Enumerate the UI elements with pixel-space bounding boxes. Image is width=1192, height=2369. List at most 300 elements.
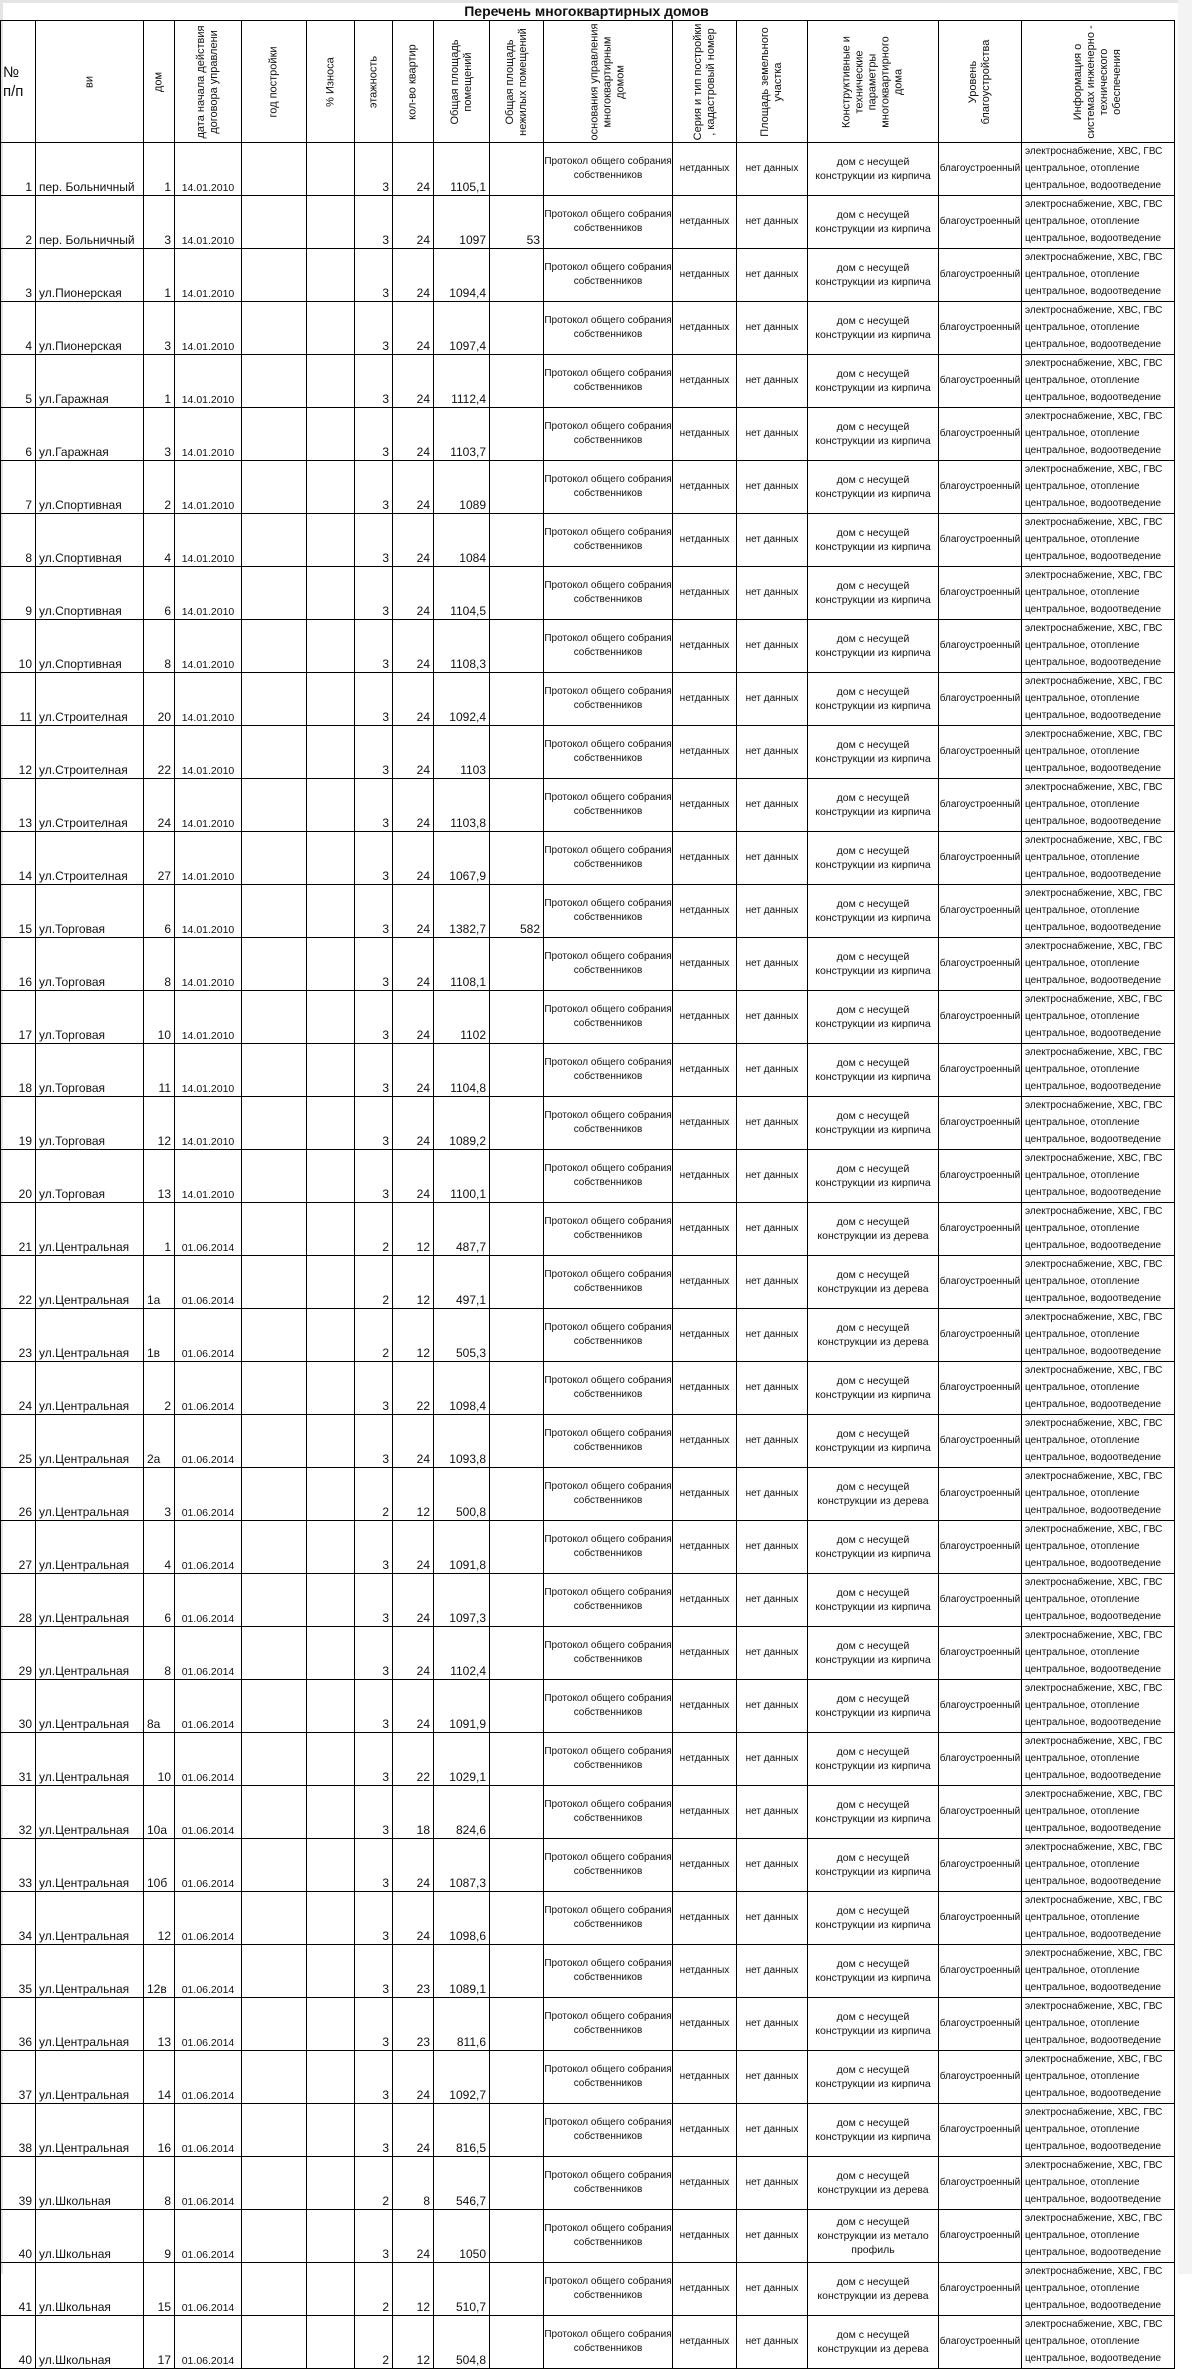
- cell-contract-date: 14.01.2010: [175, 196, 242, 249]
- cell-year-built: [242, 1203, 307, 1256]
- cell-apartments: 24: [393, 2051, 434, 2104]
- cell-contract-date: 14.01.2010: [175, 355, 242, 408]
- cell-series: нетданных: [673, 1150, 737, 1203]
- cell-house: 17: [144, 2316, 175, 2369]
- table-row: [1, 1627, 1175, 1680]
- cell-house: 1: [144, 355, 175, 408]
- table-row: [1, 832, 1175, 885]
- cell-apartments: 24: [393, 143, 434, 196]
- cell-wear: [307, 461, 355, 514]
- cell-year-built: [242, 2263, 307, 2316]
- engineering-line: центральное, отопление: [1025, 216, 1140, 227]
- cell-street: ул.Спортивная: [36, 620, 144, 673]
- col-header-contract-date: дата начала действия договора управлени: [175, 21, 242, 143]
- engineering-line: центральное, водоотведение: [1025, 2194, 1162, 2205]
- cell-apartments: 23: [393, 1945, 434, 1998]
- cell-amenity: благоустроенный: [939, 1680, 1022, 1733]
- cell-series: нетданных: [673, 514, 737, 567]
- cell-engineering: [1022, 1680, 1175, 1733]
- cell-total-area: 1094,4: [434, 249, 490, 302]
- cell-apartments: 24: [393, 196, 434, 249]
- table-row: [1, 1998, 1175, 2051]
- engineering-line: центральное, отопление: [1025, 1170, 1140, 1181]
- engineering-line: электроснабжение, ХВС, ГВС: [1025, 1471, 1163, 1482]
- cell-floors: 3: [355, 1680, 393, 1733]
- cell-basis: Протокол общего собрания собственников: [544, 1097, 673, 1150]
- engineering-line: центральное, отопление: [1025, 2230, 1140, 2241]
- cell-wear: [307, 726, 355, 779]
- cell-street: ул.Центральная: [36, 1521, 144, 1574]
- cell-total-area: 1103: [434, 726, 490, 779]
- cell-floors: 3: [355, 1574, 393, 1627]
- cell-num: 28: [1, 1574, 36, 1627]
- cell-year-built: [242, 1680, 307, 1733]
- cell-amenity: благоустроенный: [939, 514, 1022, 567]
- engineering-line: центральное, водоотведение: [1025, 816, 1162, 827]
- col-header-year-built: год постройки: [242, 21, 307, 143]
- cell-wear: [307, 1998, 355, 2051]
- cell-street: ул.Центральная: [36, 1468, 144, 1521]
- cell-engineering: [1022, 620, 1175, 673]
- cell-nonres-area: [490, 620, 544, 673]
- cell-contract-date: 01.06.2014: [175, 1362, 242, 1415]
- engineering-line: центральное, водоотведение: [1025, 1770, 1162, 1781]
- cell-engineering: [1022, 408, 1175, 461]
- cell-contract-date: 01.06.2014: [175, 1892, 242, 1945]
- cell-total-area: 1382,7: [434, 885, 490, 938]
- cell-land-area: нет данных: [737, 673, 808, 726]
- engineering-line: электроснабжение, ХВС, ГВС: [1025, 517, 1163, 528]
- cell-amenity: благоустроенный: [939, 302, 1022, 355]
- cell-series: нетданных: [673, 991, 737, 1044]
- cell-amenity: благоустроенный: [939, 2157, 1022, 2210]
- cell-series: нетданных: [673, 1044, 737, 1097]
- engineering-line: электроснабжение, ХВС, ГВС: [1025, 1577, 1163, 1588]
- engineering-line: центральное, водоотведение: [1025, 2247, 1162, 2258]
- cell-contract-date: 01.06.2014: [175, 1309, 242, 1362]
- cell-apartments: 24: [393, 779, 434, 832]
- cell-construction: дом с несущей конструкции из кирпича: [808, 620, 939, 673]
- engineering-line: центральное, водоотведение: [1025, 392, 1162, 403]
- cell-street: ул.Торговая: [36, 885, 144, 938]
- cell-num: 36: [1, 1998, 36, 2051]
- cell-street: ул.Гаражная: [36, 355, 144, 408]
- cell-basis: Протокол общего собрания собственников: [544, 2157, 673, 2210]
- cell-nonres-area: [490, 249, 544, 302]
- cell-apartments: 12: [393, 1309, 434, 1362]
- cell-floors: 3: [355, 1733, 393, 1786]
- engineering-line: электроснабжение, ХВС, ГВС: [1025, 1948, 1163, 1959]
- cell-apartments: 22: [393, 1733, 434, 1786]
- cell-contract-date: 01.06.2014: [175, 1733, 242, 1786]
- cell-wear: [307, 249, 355, 302]
- cell-apartments: 24: [393, 1521, 434, 1574]
- engineering-line: центральное, отопление: [1025, 1912, 1140, 1923]
- cell-house: 2а: [144, 1415, 175, 1468]
- cell-contract-date: 14.01.2010: [175, 143, 242, 196]
- cell-land-area: нет данных: [737, 885, 808, 938]
- cell-land-area: нет данных: [737, 1415, 808, 1468]
- cell-street: ул.Центральная: [36, 1733, 144, 1786]
- cell-wear: [307, 2316, 355, 2369]
- cell-house: 8: [144, 1627, 175, 1680]
- cell-year-built: [242, 1521, 307, 1574]
- engineering-line: электроснабжение, ХВС, ГВС: [1025, 1153, 1163, 1164]
- cell-amenity: благоустроенный: [939, 1574, 1022, 1627]
- cell-contract-date: 14.01.2010: [175, 408, 242, 461]
- cell-wear: [307, 1945, 355, 1998]
- cell-num: 15: [1, 885, 36, 938]
- cell-land-area: нет данных: [737, 2157, 808, 2210]
- cell-street: ул.Школьная: [36, 2316, 144, 2369]
- engineering-line: центральное, водоотведение: [1025, 445, 1162, 456]
- cell-house: 12: [144, 1097, 175, 1150]
- cell-wear: [307, 1521, 355, 1574]
- cell-series: нетданных: [673, 1203, 737, 1256]
- cell-house: 8: [144, 620, 175, 673]
- cell-amenity: благоустроенный: [939, 1468, 1022, 1521]
- cell-wear: [307, 567, 355, 620]
- cell-street: ул.Строителная: [36, 673, 144, 726]
- table-row: [1, 885, 1175, 938]
- cell-apartments: 24: [393, 514, 434, 567]
- cell-land-area: нет данных: [737, 2263, 808, 2316]
- cell-wear: [307, 1150, 355, 1203]
- cell-series: нетданных: [673, 1627, 737, 1680]
- cell-construction: дом с несущей конструкции из кирпича: [808, 143, 939, 196]
- cell-wear: [307, 1097, 355, 1150]
- cell-year-built: [242, 726, 307, 779]
- cell-engineering: [1022, 2263, 1175, 2316]
- engineering-line: центральное, отопление: [1025, 481, 1140, 492]
- engineering-line: центральное, водоотведение: [1025, 1929, 1162, 1940]
- cell-contract-date: 01.06.2014: [175, 1786, 242, 1839]
- cell-construction: дом с несущей конструкции из кирпича: [808, 938, 939, 991]
- cell-house: 10а: [144, 1786, 175, 1839]
- cell-floors: 2: [355, 1309, 393, 1362]
- cell-contract-date: 01.06.2014: [175, 1945, 242, 1998]
- cell-series: нетданных: [673, 1680, 737, 1733]
- cell-nonres-area: [490, 779, 544, 832]
- cell-engineering: [1022, 1574, 1175, 1627]
- cell-year-built: [242, 1044, 307, 1097]
- engineering-line: центральное, отопление: [1025, 1859, 1140, 1870]
- cell-construction: дом с несущей конструкции из метало профиль: [808, 2210, 939, 2263]
- cell-engineering: [1022, 1945, 1175, 1998]
- cell-contract-date: 14.01.2010: [175, 832, 242, 885]
- cell-total-area: 1108,1: [434, 938, 490, 991]
- cell-num: 17: [1, 991, 36, 1044]
- cell-year-built: [242, 1733, 307, 1786]
- engineering-line: центральное, водоотведение: [1025, 1187, 1162, 1198]
- cell-wear: [307, 1309, 355, 1362]
- cell-wear: [307, 1415, 355, 1468]
- cell-contract-date: 14.01.2010: [175, 938, 242, 991]
- table-row: [1, 726, 1175, 779]
- cell-amenity: благоустроенный: [939, 1097, 1022, 1150]
- cell-floors: 3: [355, 2104, 393, 2157]
- cell-basis: Протокол общего собрания собственников: [544, 461, 673, 514]
- cell-series: нетданных: [673, 1521, 737, 1574]
- cell-engineering: [1022, 1892, 1175, 1945]
- cell-engineering: [1022, 567, 1175, 620]
- engineering-line: электроснабжение, ХВС, ГВС: [1025, 941, 1163, 952]
- cell-land-area: нет данных: [737, 1203, 808, 1256]
- cell-land-area: нет данных: [737, 991, 808, 1044]
- cell-construction: дом с несущей конструкции из кирпича: [808, 1150, 939, 1203]
- engineering-line: центральное, водоотведение: [1025, 1505, 1162, 1516]
- cell-engineering: [1022, 514, 1175, 567]
- engineering-line: электроснабжение, ХВС, ГВС: [1025, 2213, 1163, 2224]
- cell-apartments: 24: [393, 1044, 434, 1097]
- cell-num: 21: [1, 1203, 36, 1256]
- cell-amenity: благоустроенный: [939, 938, 1022, 991]
- cell-land-area: нет данных: [737, 1680, 808, 1733]
- engineering-line: центральное, водоотведение: [1025, 1346, 1162, 1357]
- cell-total-area: 1105,1: [434, 143, 490, 196]
- cell-land-area: нет данных: [737, 620, 808, 673]
- cell-num: 3: [1, 249, 36, 302]
- engineering-line: центральное, отопление: [1025, 1276, 1140, 1287]
- cell-construction: дом с несущей конструкции из кирпича: [808, 779, 939, 832]
- table-row: [1, 779, 1175, 832]
- cell-num: 30: [1, 1680, 36, 1733]
- cell-num: 32: [1, 1786, 36, 1839]
- cell-contract-date: 14.01.2010: [175, 249, 242, 302]
- table-row: [1, 2263, 1175, 2316]
- cell-house: 24: [144, 779, 175, 832]
- cell-year-built: [242, 196, 307, 249]
- table-row: [1, 1892, 1175, 1945]
- cell-amenity: благоустроенный: [939, 991, 1022, 1044]
- engineering-line: центральное, водоотведение: [1025, 180, 1162, 191]
- cell-total-area: 1098,4: [434, 1362, 490, 1415]
- cell-basis: Протокол общего собрания собственников: [544, 355, 673, 408]
- cell-basis: Протокол общего собрания собственников: [544, 1468, 673, 1521]
- col-header-floors: этажность: [355, 21, 393, 143]
- col-header-house: дом: [144, 21, 175, 143]
- engineering-line: центральное, водоотведение: [1025, 339, 1162, 350]
- cell-basis: Протокол общего собрания собственников: [544, 2051, 673, 2104]
- cell-land-area: нет данных: [737, 2051, 808, 2104]
- cell-engineering: [1022, 885, 1175, 938]
- engineering-line: электроснабжение, ХВС, ГВС: [1025, 1895, 1163, 1906]
- cell-total-area: 500,8: [434, 1468, 490, 1521]
- cell-engineering: [1022, 143, 1175, 196]
- cell-wear: [307, 991, 355, 1044]
- cell-construction: дом с несущей конструкции из кирпича: [808, 885, 939, 938]
- cell-num: 5: [1, 355, 36, 408]
- cell-engineering: [1022, 726, 1175, 779]
- cell-year-built: [242, 1415, 307, 1468]
- cell-nonres-area: [490, 1521, 544, 1574]
- cell-series: нетданных: [673, 938, 737, 991]
- cell-num: 29: [1, 1627, 36, 1680]
- cell-total-area: 1089,1: [434, 1945, 490, 1998]
- cell-wear: [307, 1680, 355, 1733]
- cell-total-area: 510,7: [434, 2263, 490, 2316]
- engineering-line: центральное, отопление: [1025, 1753, 1140, 1764]
- cell-num: 1: [1, 143, 36, 196]
- cell-basis: Протокол общего собрания собственников: [544, 620, 673, 673]
- cell-series: нетданных: [673, 1839, 737, 1892]
- table-row: [1, 2316, 1175, 2369]
- cell-contract-date: 14.01.2010: [175, 991, 242, 1044]
- engineering-line: центральное, водоотведение: [1025, 286, 1162, 297]
- cell-apartments: 12: [393, 1256, 434, 1309]
- cell-nonres-area: [490, 1892, 544, 1945]
- cell-total-area: 1097,4: [434, 302, 490, 355]
- engineering-line: центральное, водоотведение: [1025, 1876, 1162, 1887]
- engineering-line: электроснабжение, ХВС, ГВС: [1025, 1683, 1163, 1694]
- cell-contract-date: 01.06.2014: [175, 2263, 242, 2316]
- engineering-line: центральное, отопление: [1025, 587, 1140, 598]
- cell-nonres-area: [490, 143, 544, 196]
- cell-year-built: [242, 2210, 307, 2263]
- cell-num: 27: [1, 1521, 36, 1574]
- cell-total-area: 816,5: [434, 2104, 490, 2157]
- cell-street: ул.Центральная: [36, 1309, 144, 1362]
- cell-year-built: [242, 302, 307, 355]
- cell-construction: дом с несущей конструкции из дерева: [808, 2157, 939, 2210]
- engineering-line: центральное, водоотведение: [1025, 498, 1162, 509]
- cell-floors: 3: [355, 779, 393, 832]
- engineering-line: центральное, водоотведение: [1025, 1293, 1162, 1304]
- cell-contract-date: 14.01.2010: [175, 620, 242, 673]
- engineering-line: центральное, отопление: [1025, 1541, 1140, 1552]
- cell-engineering: [1022, 196, 1175, 249]
- cell-wear: [307, 1733, 355, 1786]
- cell-contract-date: 14.01.2010: [175, 885, 242, 938]
- cell-year-built: [242, 2157, 307, 2210]
- cell-total-area: 487,7: [434, 1203, 490, 1256]
- cell-year-built: [242, 2104, 307, 2157]
- cell-wear: [307, 620, 355, 673]
- cell-basis: Протокол общего собрания собственников: [544, 1627, 673, 1680]
- cell-nonres-area: [490, 2104, 544, 2157]
- cell-nonres-area: [490, 991, 544, 1044]
- cell-apartments: 23: [393, 1998, 434, 2051]
- cell-house: 2: [144, 1362, 175, 1415]
- cell-land-area: нет данных: [737, 1521, 808, 1574]
- cell-series: нетданных: [673, 461, 737, 514]
- cell-contract-date: 14.01.2010: [175, 673, 242, 726]
- cell-floors: 3: [355, 726, 393, 779]
- cell-nonres-area: [490, 355, 544, 408]
- col-header-construction: Конструктивные и технические параметры многоквартирного дома: [808, 21, 939, 143]
- cell-apartments: 24: [393, 408, 434, 461]
- cell-house: 2: [144, 461, 175, 514]
- cell-nonres-area: [490, 302, 544, 355]
- col-header-nonres-area: Общая площадь нежилых помещений: [490, 21, 544, 143]
- engineering-line: электроснабжение, ХВС, ГВС: [1025, 1047, 1163, 1058]
- engineering-line: центральное, водоотведение: [1025, 2300, 1162, 2311]
- cell-apartments: 24: [393, 1415, 434, 1468]
- cell-land-area: нет данных: [737, 1256, 808, 1309]
- cell-amenity: благоустроенный: [939, 2210, 1022, 2263]
- cell-floors: 3: [355, 302, 393, 355]
- cell-wear: [307, 2104, 355, 2157]
- engineering-line: центральное, отопление: [1025, 2018, 1140, 2029]
- cell-total-area: 1103,7: [434, 408, 490, 461]
- cell-basis: Протокол общего собрания собственников: [544, 938, 673, 991]
- cell-contract-date: 14.01.2010: [175, 726, 242, 779]
- cell-nonres-area: [490, 1044, 544, 1097]
- engineering-line: электроснабжение, ХВС, ГВС: [1025, 411, 1163, 422]
- cell-wear: [307, 1044, 355, 1097]
- cell-house: 9: [144, 2210, 175, 2263]
- table-row: [1, 1786, 1175, 1839]
- cell-num: 2: [1, 196, 36, 249]
- cell-series: нетданных: [673, 2263, 737, 2316]
- cell-year-built: [242, 1574, 307, 1627]
- cell-engineering: [1022, 2051, 1175, 2104]
- cell-land-area: нет данных: [737, 1998, 808, 2051]
- cell-num: 24: [1, 1362, 36, 1415]
- col-header-engineering: Информация о системах инженерно - технического обеспечения: [1022, 21, 1175, 143]
- cell-land-area: нет данных: [737, 1892, 808, 1945]
- engineering-line: электроснабжение, ХВС, ГВС: [1025, 570, 1163, 581]
- cell-amenity: благоустроенный: [939, 143, 1022, 196]
- engineering-line: центральное, водоотведение: [1025, 551, 1162, 562]
- cell-contract-date: 01.06.2014: [175, 1203, 242, 1256]
- table-row: [1, 1468, 1175, 1521]
- cell-num: 41: [1, 2263, 36, 2316]
- engineering-line: центральное, отопление: [1025, 958, 1140, 969]
- table-row: [1, 1097, 1175, 1150]
- engineering-line: центральное, водоотведение: [1025, 1558, 1162, 1569]
- engineering-line: центральное, отопление: [1025, 1223, 1140, 1234]
- cell-house: 13: [144, 1150, 175, 1203]
- cell-series: нетданных: [673, 355, 737, 408]
- engineering-line: центральное, водоотведение: [1025, 604, 1162, 615]
- engineering-line: центральное, отопление: [1025, 746, 1140, 757]
- cell-apartments: 12: [393, 1203, 434, 1256]
- cell-house: 1: [144, 249, 175, 302]
- cell-nonres-area: [490, 2051, 544, 2104]
- cell-year-built: [242, 408, 307, 461]
- cell-apartments: 24: [393, 832, 434, 885]
- cell-house: 14: [144, 2051, 175, 2104]
- engineering-line: центральное, отопление: [1025, 1806, 1140, 1817]
- engineering-line: центральное, водоотведение: [1025, 1081, 1162, 1092]
- cell-contract-date: 01.06.2014: [175, 2316, 242, 2369]
- cell-series: нетданных: [673, 302, 737, 355]
- cell-construction: дом с несущей конструкции из дерева: [808, 1309, 939, 1362]
- cell-nonres-area: [490, 1574, 544, 1627]
- engineering-line: центральное, водоотведение: [1025, 1982, 1162, 1993]
- cell-total-area: 546,7: [434, 2157, 490, 2210]
- col-header-series: Серия и тип постройки , кадастровый номер: [673, 21, 737, 143]
- engineering-line: центральное, отопление: [1025, 2071, 1140, 2082]
- cell-amenity: благоустроенный: [939, 1998, 1022, 2051]
- cell-basis: Протокол общего собрания собственников: [544, 779, 673, 832]
- engineering-line: центральное, отопление: [1025, 640, 1140, 651]
- cell-land-area: нет данных: [737, 1574, 808, 1627]
- cell-series: нетданных: [673, 1309, 737, 1362]
- cell-nonres-area: [490, 1998, 544, 2051]
- cell-construction: дом с несущей конструкции из кирпича: [808, 1945, 939, 1998]
- cell-amenity: благоустроенный: [939, 1309, 1022, 1362]
- cell-street: ул.Торговая: [36, 1150, 144, 1203]
- cell-total-area: 1091,9: [434, 1680, 490, 1733]
- cell-land-area: нет данных: [737, 355, 808, 408]
- cell-street: ул.Центральная: [36, 1362, 144, 1415]
- cell-construction: дом с несущей конструкции из кирпича: [808, 2104, 939, 2157]
- cell-contract-date: 01.06.2014: [175, 1415, 242, 1468]
- cell-year-built: [242, 1839, 307, 1892]
- cell-num: 31: [1, 1733, 36, 1786]
